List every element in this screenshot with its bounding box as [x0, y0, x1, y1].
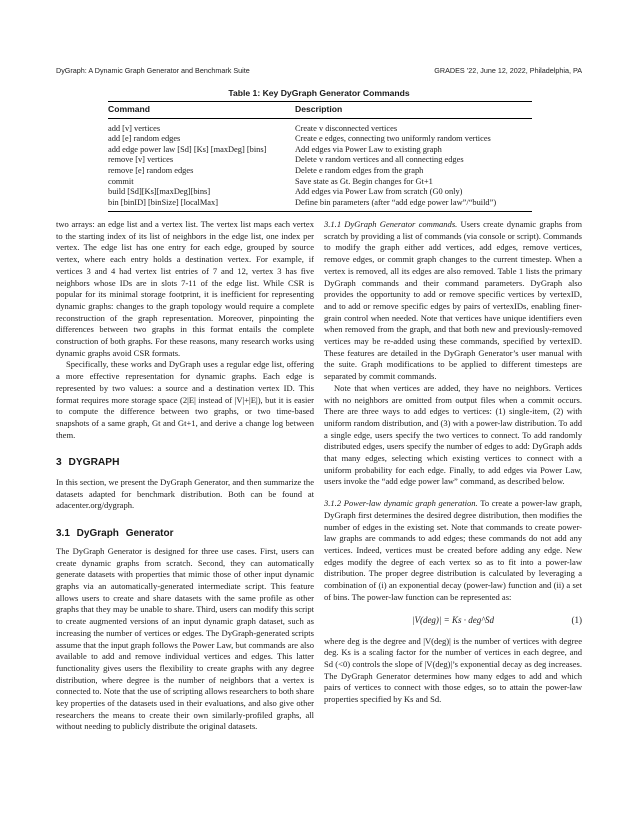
description-cell: Add edges via Power Law to existing graph [295, 144, 442, 154]
paragraph: Specifically, these works and DyGraph uses a regular edge list, offering a more effective representation for dynamic graphs. Each edge is represented by two values: a source and a destination vertex ID. This format requires more storage space (2|E| instead of |V|+|E|), but it is easier to compute the difference between two graphs, or two time-based snapshots of a same graph, Gt and Gt+1, and derive a change log between them. [56, 359, 314, 440]
equation-block [324, 610, 582, 632]
commands-table [108, 101, 532, 212]
description-cell: Create e edges, connecting two uniformly random vertices [295, 134, 491, 144]
paragraph: The DyGraph Generator is designed for three use cases. First, users can create dynamic graphs from scratch. Second, they can automatically generate datasets with properties that mimic those of other input dynamic graphs via an automatically-generated intermediate script. This feature allows users to create and share datasets with the same profile as other graphs that they may be unable to share. Third, users can modify this script to create augmented versions of an input dynamic graph dataset, such as increasing the number of vertices or edges. The DyGraph-generated scripts assume that the input graph follows the Power Law, but commands are also available to add and remove individual vertices and edges. This latter functionality gives users the flexibility to create graphs with any degree distribution, where degree is the number of neighbors that a vertex is connected to. Note that the use of scripting allows researchers to both share key properties of the datasets used in their evaluations, and also give other researchers the means to create their own similarly-profiled graphs, all without needing to publicly distribute the original datasets. [56, 545, 314, 732]
paragraph-body: To create a power-law graph, DyGraph first determines the desired degree distribution, then modifies the number of edges in the existing set. Note that commands to create power-law graphs are commands to add edges; these commands do not add any vertices. Indeed, vertices must be created before adding any edge. New edges modify the degree of each vertex so as to fit into a power-law distribution. The proper degree distribution is calculated by leveraging a combination of (i) an exponential decay (power-law) function and (ii) a set of bins. The power-law function can be represented as: [324, 498, 582, 602]
command-cell: remove [e] random edges [108, 165, 194, 175]
description-cell: Save state as Gt. Begin changes for Gt+1 [295, 176, 433, 186]
left-column [56, 219, 314, 733]
table-row [108, 145, 532, 156]
table-row [108, 166, 532, 177]
table-row [108, 177, 532, 188]
table-row [108, 118, 532, 134]
table-row [108, 187, 532, 198]
paragraph [324, 498, 582, 603]
section-heading: 3 DYGRAPH [56, 457, 120, 469]
header-title: DyGraph: A Dynamic Graph Generator and Benchmark Suite [56, 66, 250, 75]
paragraph [324, 219, 582, 383]
table-row [108, 198, 532, 212]
table-caption: Table 1: Key DyGraph Generator Commands [228, 88, 410, 98]
description-cell: Create v disconnected vertices [295, 123, 398, 133]
header-venue: GRADES ’22, June 12, 2022, Philadelphia, PA [434, 66, 582, 75]
description-cell: Add edges via Power Law from scratch (G0 only) [295, 187, 463, 197]
paragraph: Note that when vertices are added, they have no neighbors. Vertices with no neighbors are omitted from output files when a commit occurs. There are three ways to add edges to vertices: (1) single-item, (2) with uniform random distribution, and (3) with a power-law distribution. To add a single edge, users specify the two vertices to connect. To add randomly distributed edges, users specify the number of edges to add: DyGraph adds that many edges, selecting which existing vertices to connect with a uniform probability for each edge. Finally, to add edges via Power Law, users invoke the “add edge power law” command, as described below. [324, 382, 582, 487]
column-header-command: Command [108, 102, 295, 119]
paragraph: In this section, we present the DyGraph Generator, and then summarize the datasets adapted for benchmark distribution. Both can be found at adacenter.org/dygraph. [56, 477, 314, 511]
command-cell: add [e] random edges [108, 134, 181, 144]
command-cell: build [Sd][Ks][maxDeg][bins] [108, 187, 211, 197]
command-cell: remove [v] vertices [108, 155, 174, 165]
subsection-heading: 3.1 DyGraph Generator [56, 528, 174, 540]
command-cell: add [v] vertices [108, 123, 161, 133]
right-column [324, 219, 582, 706]
description-cell: Delete e random edges from the graph [295, 165, 424, 175]
column-header-description: Description [295, 102, 532, 119]
description-cell: Delete v random vertices and all connecting edges [295, 155, 464, 165]
paragraph: two arrays: an edge list and a vertex list. The vertex list maps each vertex to the starting index of its list of neighbors in the edge list, one index per vertex. The edge list has one entry for each edge, grouped by source vertex, where each entry holds a destination vertex. For example, if vertices 3 and 4 had vertex list entries of 7 and 12, vertex 3 has five neighbors whose IDs are in slots 7-11 of the edge list. While CSR is popular for its minimal storage footprint, it is inefficient for representing dynamic graphs: changes to the graph topology would require a complete reconstruction of the graph representation. Moreover, pinpointing the differences between two graphs in this format entails the complete construction of both graphs. For these reasons, many research works using dynamic graphs avoid CSR formats. [56, 219, 314, 358]
running-header [56, 66, 582, 75]
subsubsection-heading: 3.1.2 Power-law dynamic graph generation. [324, 498, 478, 509]
command-cell: bin [binID] [binSize] [localMax] [108, 198, 295, 212]
paragraph-body: Users create dynamic graphs from scratch by providing a list of commands (via console or script). Commands to modify the graph either add vertices, add edges, remove vertices, remove edges, or commit graph changes to the current timestep. When a vertex is removed, all its edges are also removed. Table 1 lists the primary DyGraph commands and their command parameters. DyGraph also provides the opportunity to add or remove specific vertices by vertexID, and to add or remove specific edges by pairs of vertexIDs, enabling finer-grain control when needed. Note that vertices have unique identifiers even when removed from the graph, and that both new and previously-removed vertices may be re-added using these commands, specified by vertexID. These features are detailed in the DyGraph Generator’s user manual with the suite. Graph modifications to be applied to different timesteps are separated by commit commands. [324, 219, 582, 382]
description-cell: Define bin parameters (after “add edge power law”/“build”) [295, 198, 532, 212]
paragraph: where deg is the degree and |V(deg)| is the number of vertices with degree deg. Ks is a scaling factor for the number of vertices in each degree, and Sd (<0) controls the slope of |V(deg)|’s exponential decay as deg increases. The DyGraph Generator determines how many edges to add and which pairs of vertices to connect with those edges, so to attain the power-law properties specified by Ks and Sd. [324, 635, 582, 705]
table-header-row [108, 102, 532, 119]
table-row [108, 155, 532, 166]
command-cell: commit [108, 176, 134, 186]
equation: |V(deg)| = Ks · deg^Sd [411, 614, 495, 625]
command-cell: add edge power law [Sd] [Ks] [maxDeg] [bins] [108, 144, 267, 154]
subsubsection-heading: 3.1.1 DyGraph Generator commands. [324, 219, 458, 229]
equation-number: (1) [571, 614, 582, 625]
table-row [108, 134, 532, 145]
